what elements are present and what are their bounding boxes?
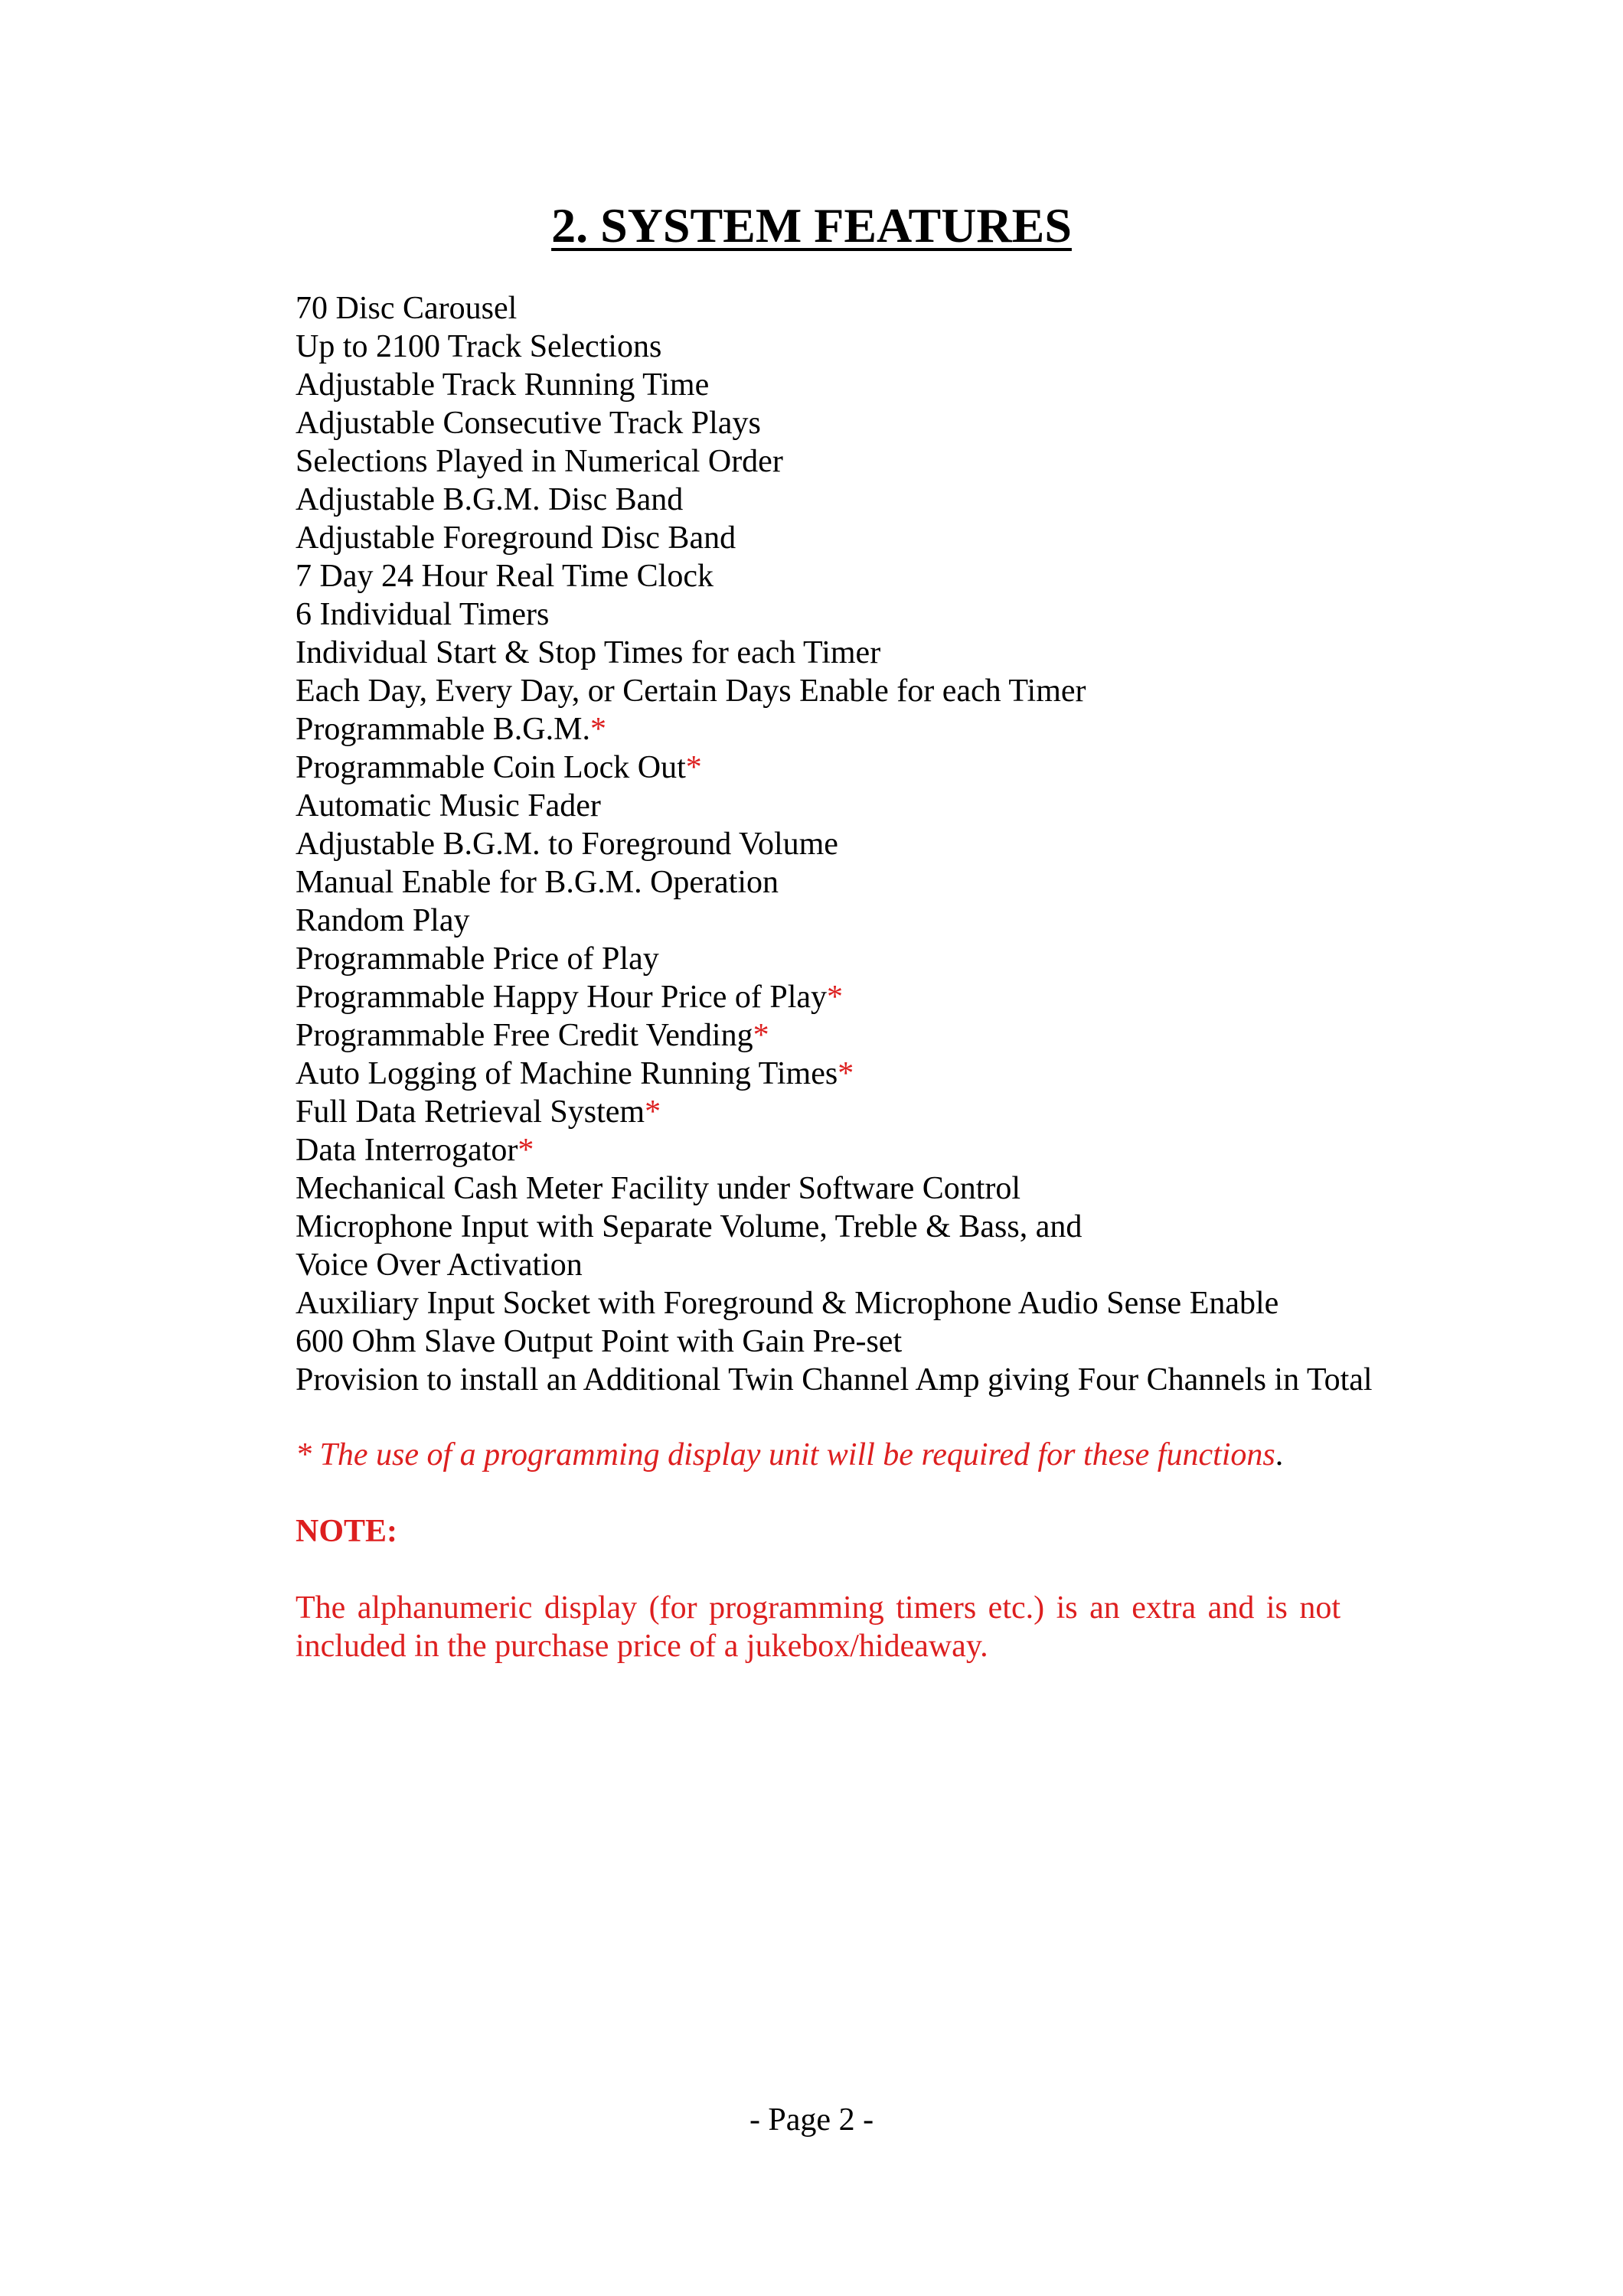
feature-text: Full Data Retrieval System bbox=[296, 1094, 645, 1130]
feature-text: Microphone Input with Separate Volume, Treble & Bass, and bbox=[296, 1209, 1083, 1244]
feature-item bbox=[296, 366, 1383, 404]
feature-text: 600 Ohm Slave Output Point with Gain Pre-set bbox=[296, 1324, 903, 1359]
feature-item bbox=[296, 557, 1383, 595]
feature-text: Adjustable Consecutive Track Plays bbox=[296, 406, 761, 441]
note-body: The alphanumeric display (for programming timers etc.) is an extra and is not included in the purchase price of a jukebox/hideaway. bbox=[296, 1590, 1341, 1664]
note-heading: NOTE: bbox=[296, 1514, 398, 1549]
feature-item bbox=[296, 863, 1383, 902]
page-number: - Page 2 - bbox=[749, 2102, 874, 2138]
feature-text: Up to 2100 Track Selections bbox=[296, 329, 662, 364]
feature-item bbox=[296, 978, 1383, 1016]
feature-item bbox=[296, 404, 1383, 442]
feature-item bbox=[296, 442, 1383, 481]
feature-item bbox=[296, 519, 1383, 557]
feature-text: Adjustable B.G.M. to Foreground Volume bbox=[296, 827, 838, 862]
feature-text: Programmable Free Credit Vending bbox=[296, 1018, 753, 1053]
asterisk-marker: * bbox=[753, 1018, 769, 1053]
feature-text: 7 Day 24 Hour Real Time Clock bbox=[296, 559, 714, 594]
feature-item bbox=[296, 902, 1383, 940]
feature-list bbox=[296, 289, 1383, 1399]
asterisk-marker: * bbox=[685, 750, 702, 785]
feature-item bbox=[296, 1284, 1383, 1322]
feature-item bbox=[296, 1208, 1383, 1246]
feature-text: Manual Enable for B.G.M. Operation bbox=[296, 865, 779, 900]
footnote bbox=[296, 1436, 1383, 1474]
feature-item bbox=[296, 748, 1383, 787]
feature-text: 6 Individual Timers bbox=[296, 597, 550, 632]
asterisk-marker: * bbox=[838, 1056, 854, 1091]
feature-text: Mechanical Cash Meter Facility under Software Control bbox=[296, 1171, 1021, 1206]
feature-item bbox=[296, 289, 1383, 328]
feature-text: Programmable B.G.M. bbox=[296, 712, 590, 747]
footnote-period: . bbox=[1275, 1437, 1284, 1473]
feature-text: Adjustable B.G.M. Disc Band bbox=[296, 482, 684, 517]
feature-text: Random Play bbox=[296, 903, 470, 938]
feature-text: Auto Logging of Machine Running Times bbox=[296, 1056, 838, 1091]
feature-item bbox=[296, 595, 1383, 634]
feature-text: 70 Disc Carousel bbox=[296, 291, 518, 326]
feature-item bbox=[296, 940, 1383, 978]
asterisk-marker: * bbox=[645, 1094, 661, 1130]
asterisk-marker: * bbox=[827, 980, 844, 1015]
feature-item bbox=[296, 634, 1383, 672]
feature-text: Adjustable Foreground Disc Band bbox=[296, 520, 736, 556]
section-title bbox=[0, 195, 1623, 256]
feature-text: Automatic Music Fader bbox=[296, 788, 601, 823]
feature-item bbox=[296, 787, 1383, 825]
feature-text: Each Day, Every Day, or Certain Days Enable for each Timer bbox=[296, 673, 1086, 709]
feature-text: Auxiliary Input Socket with Foreground & Microphone Audio Sense Enable bbox=[296, 1286, 1279, 1321]
feature-item bbox=[296, 1361, 1383, 1399]
feature-item bbox=[296, 481, 1383, 519]
feature-text: Programmable Happy Hour Price of Play bbox=[296, 980, 828, 1015]
feature-item bbox=[296, 1131, 1383, 1169]
feature-item bbox=[296, 1016, 1383, 1055]
feature-item bbox=[296, 672, 1383, 710]
feature-text: Selections Played in Numerical Order bbox=[296, 444, 783, 479]
feature-text: Programmable Coin Lock Out bbox=[296, 750, 686, 785]
features-content bbox=[296, 289, 1383, 1665]
feature-text: Data Interrogator bbox=[296, 1133, 518, 1168]
footnote-text: * The use of a programming display unit will be required for these functions bbox=[296, 1437, 1275, 1473]
feature-item bbox=[296, 328, 1383, 366]
feature-text: Individual Start & Stop Times for each Timer bbox=[296, 635, 881, 670]
feature-item bbox=[296, 1093, 1383, 1131]
feature-text: Adjustable Track Running Time bbox=[296, 367, 710, 403]
feature-text: Voice Over Activation bbox=[296, 1247, 583, 1283]
asterisk-marker: * bbox=[589, 712, 606, 747]
feature-item bbox=[296, 1169, 1383, 1208]
feature-item bbox=[296, 825, 1383, 863]
feature-text: Provision to install an Additional Twin Channel Amp giving Four Channels in Total bbox=[296, 1362, 1373, 1397]
feature-item bbox=[296, 1246, 1383, 1284]
feature-item bbox=[296, 1322, 1383, 1361]
asterisk-marker: * bbox=[518, 1133, 534, 1168]
feature-item bbox=[296, 710, 1383, 748]
section-title-text: 2. SYSTEM FEATURES bbox=[551, 198, 1072, 253]
feature-text: Programmable Price of Play bbox=[296, 941, 659, 977]
feature-item bbox=[296, 1055, 1383, 1093]
